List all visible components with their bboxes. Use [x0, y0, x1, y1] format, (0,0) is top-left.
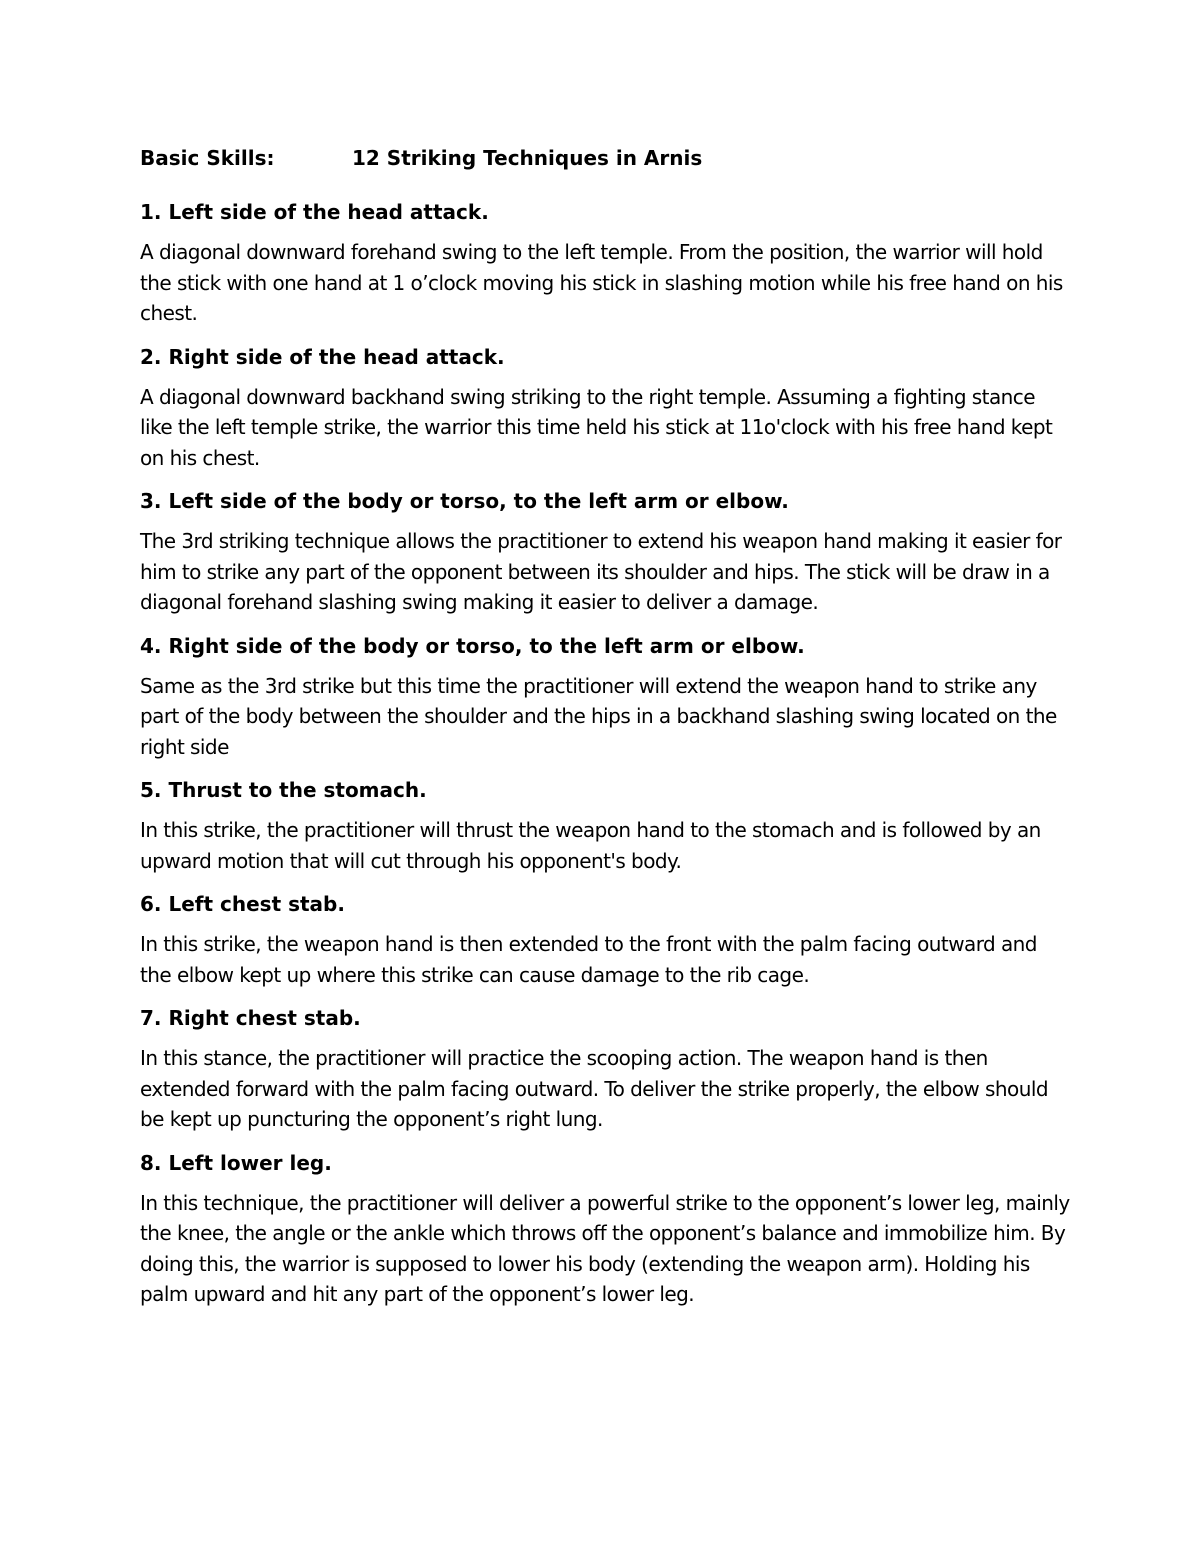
section-body: In this strike, the practitioner will thrust the weapon hand to the stomach and is followed by an upward motion that will cut through his opponent's body.	[140, 818, 1041, 873]
section-heading: 5. Thrust to the stomach.	[140, 778, 427, 802]
section-body: Same as the 3rd strike but this time the practitioner will extend the weapon hand to strike any part of the body between the shoulder and the hips in a backhand slashing swing located on the right side	[140, 673, 1057, 759]
document-title	[140, 143, 1070, 173]
section-body: In this technique, the practitioner will deliver a powerful strike to the opponent’s lower leg, mainly the knee, the angle or the ankle which throws off the opponent’s balance and immobilize him. By doing this, the warrior is supposed to lower his body (extending the weapon arm). Holding his palm upward and hit any part of the opponent’s lower leg.	[140, 1190, 1070, 1306]
section-body: The 3rd striking technique allows the practitioner to extend his weapon hand making it easier for him to strike any part of the opponent between its shoulder and hips. The stick will be draw in a diagonal forehand slashing swing making it easier to deliver a damage.	[140, 529, 1062, 614]
document-page	[140, 143, 1070, 1323]
section-heading: 6. Left chest stab.	[140, 892, 345, 916]
section-heading: 4. Right side of the body or torso, to the left arm or elbow.	[140, 633, 805, 658]
section-heading: 8. Left lower leg.	[140, 1150, 332, 1175]
section-body: A diagonal downward forehand swing to the left temple. From the position, the warrior will hold the stick with one hand at 1 o’clock moving his stick in slashing motion while his free hand on his chest.	[140, 240, 1063, 325]
section-heading: 2. Right side of the head attack.	[140, 344, 505, 369]
section-1	[140, 197, 1070, 329]
section-5	[140, 775, 1070, 876]
section-2	[140, 342, 1070, 474]
section-7	[140, 1003, 1070, 1135]
section-4	[140, 631, 1070, 763]
section-body: In this strike, the weapon hand is then extended to the front with the palm facing outward and the elbow kept up where this strike can cause damage to the rib cage.	[140, 932, 1037, 987]
title-label: Basic Skills:	[140, 146, 275, 170]
section-heading: 7. Right chest stab.	[140, 1006, 361, 1030]
section-3	[140, 486, 1070, 618]
section-heading: 1. Left side of the head attack.	[140, 200, 489, 224]
section-6	[140, 889, 1070, 990]
section-body: In this stance, the practitioner will practice the scooping action. The weapon hand is then extended forward with the palm facing outward. To deliver the strike properly, the elbow should be kept up puncturing the opponent’s right lung.	[140, 1046, 1048, 1131]
section-8	[140, 1148, 1070, 1310]
section-heading: 3. Left side of the body or torso, to the left arm or elbow.	[140, 489, 789, 513]
title-text: 12 Striking Techniques in Arnis	[352, 146, 703, 170]
section-body: A diagonal downward backhand swing striking to the right temple. Assuming a fighting stance like the left temple strike, the warrior this time held his stick at 11o'clock with his free hand kept on his chest.	[140, 384, 1053, 470]
